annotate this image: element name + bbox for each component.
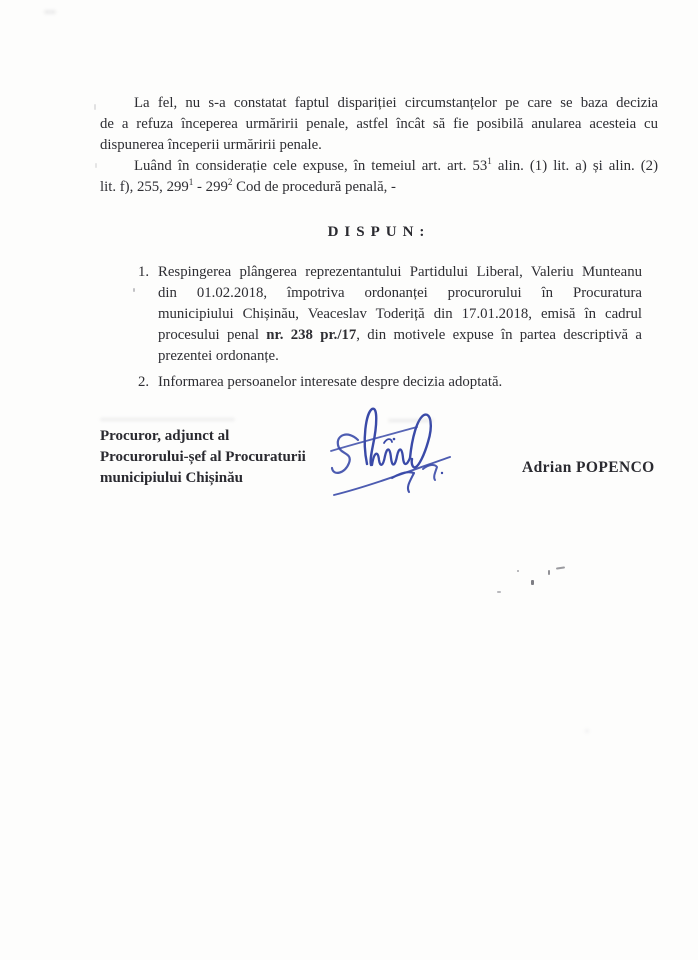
decision-list	[140, 262, 642, 398]
signer-name: Adrian POPENCO	[522, 459, 655, 476]
signer-title-line: municipiului Chișinău	[100, 470, 243, 486]
scan-speck	[497, 591, 501, 593]
scan-speck	[531, 580, 534, 585]
scan-speck	[548, 570, 550, 575]
scan-speck	[95, 163, 97, 168]
list-item-number: 2.	[138, 374, 150, 390]
list-item-number: 1.	[138, 264, 150, 280]
signer-title-block	[100, 426, 350, 489]
scan-speck	[94, 104, 96, 110]
list-item	[140, 372, 642, 393]
list-item-text: Informarea persoanelor interesate despre decizia adoptată.	[158, 374, 503, 390]
scan-smudge	[585, 729, 589, 733]
list-item	[140, 262, 642, 367]
intro-paragraph-2: Luând în considerație cele expuse, în temeiul art. art. $53^1$ alin. (1) lit. a) și alin. (2) lit. f), 255, $299^1 - 299^2$ Cod de procedură penală, -	[100, 156, 658, 195]
scan-speck	[517, 570, 519, 572]
scan-smudge	[100, 418, 235, 421]
signer-title-line: Procuror, adjunct al	[100, 428, 230, 444]
intro-paragraph-1: La fel, nu s-a constatat faptul dispariției circumstanțelor pe care se baza decizia de a refuza începerea urmăririi penale, astfel încât să fie posibilă anularea acesteia cu dispunerea începerii urmăririi penale.	[100, 95, 658, 153]
handwritten-signature-scribble	[326, 398, 466, 513]
scan-speck	[133, 288, 135, 292]
dispun-heading: DISPUN:	[327, 224, 431, 240]
scan-smudge	[388, 419, 434, 422]
signer-title-line: Procurorului-șef al Procuraturii	[100, 449, 306, 465]
list-item-text: Respingerea plângerea reprezentantului Partidului Liberal, Valeriu Munteanu din 01.02.2018, împotriva ordonanței procurorului în Procuratura municipiului Chișinău, Veaceslav Toderiță din 17.01.2018, emisă în cadrul procesului penal nr. 238 pr./17, din motivele expuse în partea descriptivă a prezentei ordonanțe.	[158, 264, 642, 364]
scan-speck	[556, 566, 565, 569]
scan-smudge	[44, 10, 56, 14]
